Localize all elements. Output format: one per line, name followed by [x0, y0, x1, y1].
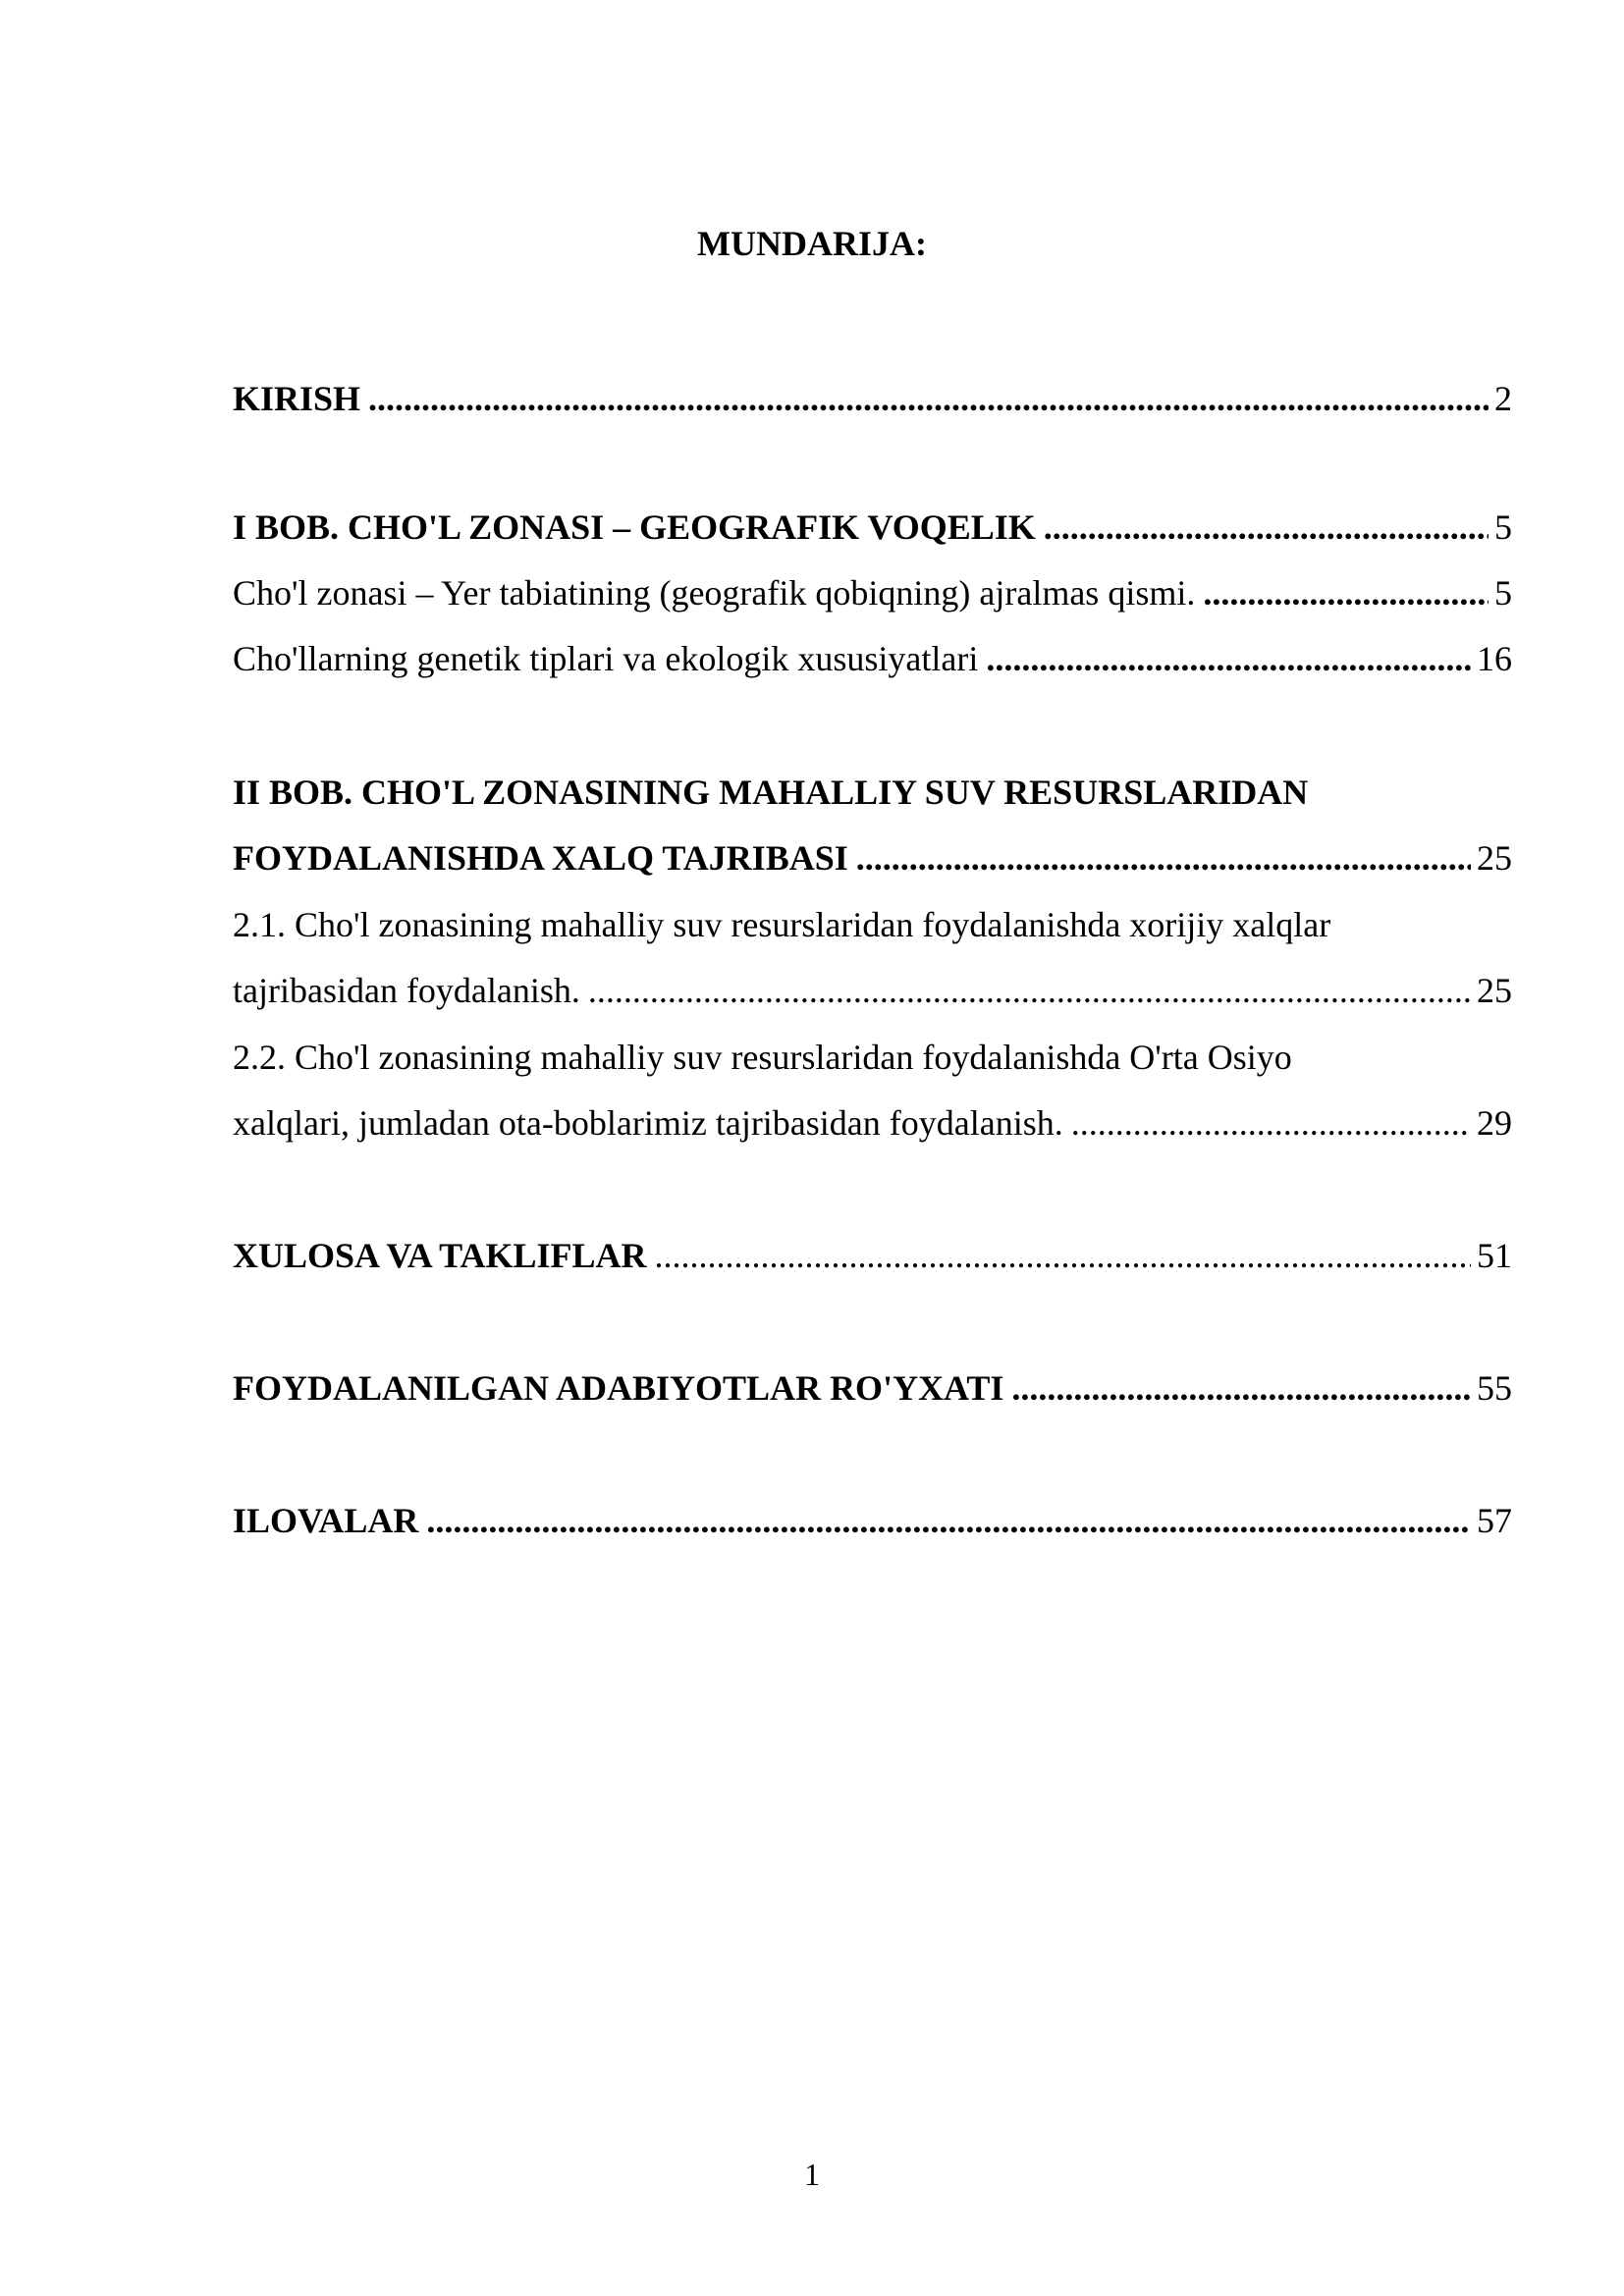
toc-leader-dots — [1011, 1362, 1471, 1414]
toc-entry-section-2-1-line1[interactable] — [233, 899, 1512, 950]
toc-entry-label: KIRISH — [233, 379, 361, 418]
toc-page-number: 57 — [1477, 1501, 1512, 1540]
toc-entry-adabiyotlar[interactable] — [233, 1362, 1512, 1414]
page-number: 1 — [804, 2157, 820, 2192]
toc-entry-label: tajribasidan foydalanish. — [233, 971, 580, 1010]
toc-entry-section-1-2[interactable] — [233, 633, 1512, 684]
toc-entry-section-1-1[interactable] — [233, 567, 1512, 618]
toc-entry-chapter-2[interactable] — [233, 832, 1512, 883]
toc-entry-chapter-2-line1[interactable] — [233, 767, 1512, 818]
toc-entry-section-2-2-line1[interactable] — [233, 1032, 1512, 1083]
toc-page-number: 5 — [1494, 573, 1512, 613]
toc-page-number: 25 — [1477, 838, 1512, 878]
toc-entry-label: 2.2. Cho'l zonasining mahalliy suv resurslaridan foydalanishda O'rta Osiyo — [233, 1038, 1292, 1077]
toc-entry-xulosa[interactable] — [233, 1230, 1512, 1281]
toc-entry-label: XULOSA VA TAKLIFLAR — [233, 1236, 647, 1275]
toc-page-number: 55 — [1477, 1368, 1512, 1408]
toc-page-number: 16 — [1477, 639, 1512, 678]
toc-entry-label: FOYDALANILGAN ADABIYOTLAR RO'YXATI — [233, 1368, 1004, 1408]
toc-page-number: 25 — [1477, 971, 1512, 1010]
toc-entry-label: II BOB. CHO'L ZONASINING MAHALLIY SUV RESURSLARIDAN — [233, 773, 1309, 812]
toc-leader-dots — [426, 1495, 1471, 1546]
toc-entry-section-2-1[interactable] — [233, 965, 1512, 1016]
toc-entry-label: FOYDALANISHDA XALQ TAJRIBASI — [233, 838, 848, 878]
toc-entry-label: 2.1. Cho'l zonasining mahalliy suv resurslaridan foydalanishda xorijiy xalqlar — [233, 905, 1331, 944]
toc-entry-label: I BOB. CHO'L ZONASI – GEOGRAFIK VOQELIK — [233, 507, 1036, 547]
toc-entry-section-2-2[interactable] — [233, 1097, 1512, 1148]
toc-page-number: 5 — [1494, 507, 1512, 547]
toc-leader-dots — [856, 832, 1471, 883]
toc-leader-dots — [368, 373, 1489, 424]
toc-leader-dots — [1071, 1097, 1471, 1148]
toc-page-number: 29 — [1477, 1103, 1512, 1143]
toc-leader-dots — [654, 1230, 1471, 1281]
toc-entry-label: ILOVALAR — [233, 1501, 419, 1540]
toc-entry-kirish[interactable] — [233, 373, 1512, 424]
page-title: MUNDARIJA: — [697, 224, 927, 263]
toc-leader-dots — [1044, 502, 1489, 553]
toc-entry-chapter-1[interactable] — [233, 502, 1512, 553]
toc-page-number: 51 — [1477, 1236, 1512, 1275]
toc-entry-label: xalqlari, jumladan ota-boblarimiz tajribasidan foydalanish. — [233, 1103, 1063, 1143]
toc-leader-dots — [986, 633, 1471, 684]
toc-entry-label: Cho'llarning genetik tiplari va ekologik xususiyatlari — [233, 639, 979, 678]
toc-entry-label: Cho'l zonasi – Yer tabiatining (geografik qobiqning) ajralmas qismi. — [233, 573, 1196, 613]
toc-entry-ilovalar[interactable] — [233, 1495, 1512, 1546]
toc-leader-dots — [588, 965, 1471, 1016]
toc-page-number: 2 — [1494, 379, 1512, 418]
toc-leader-dots — [1203, 567, 1489, 618]
